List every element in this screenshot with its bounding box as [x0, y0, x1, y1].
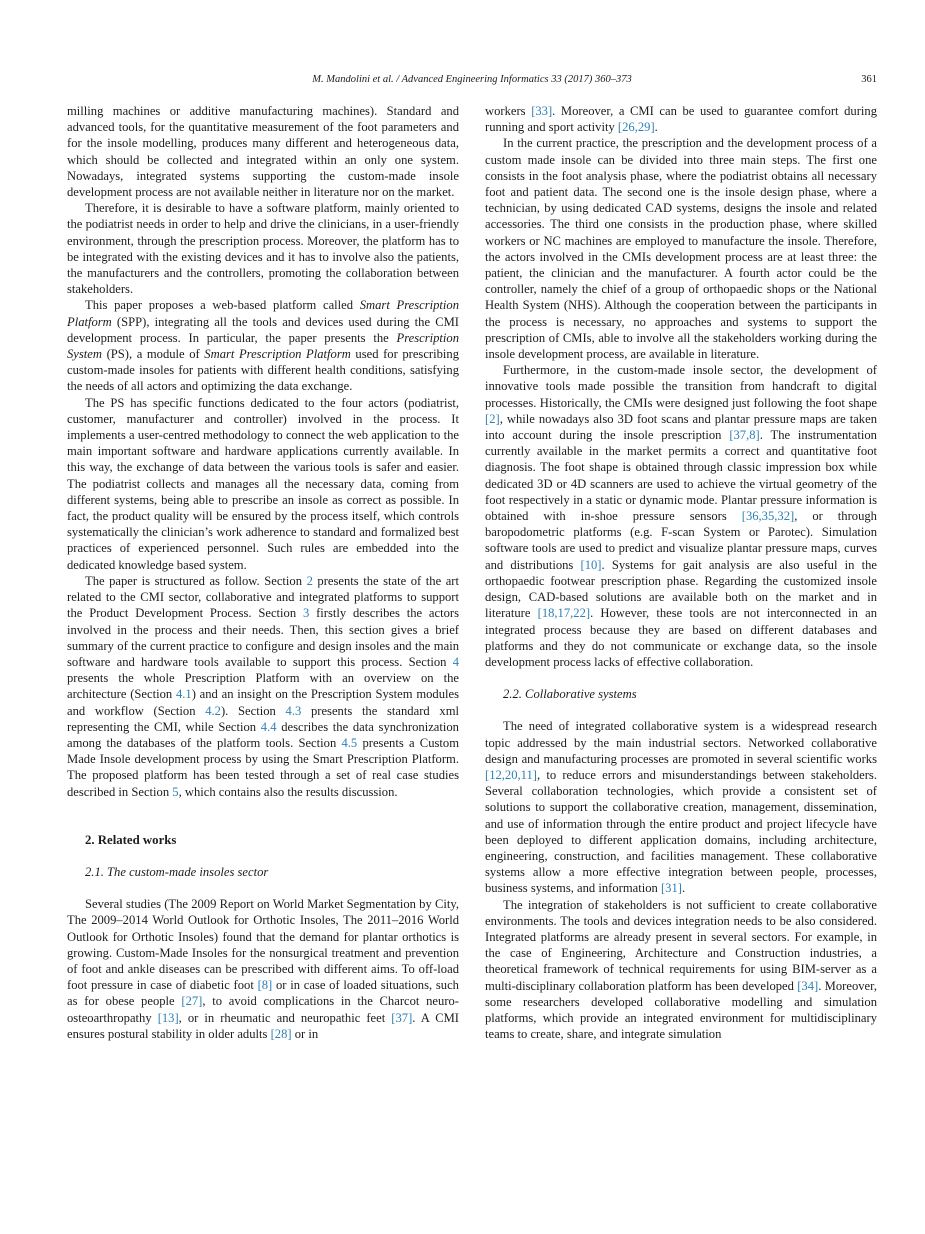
running-header [67, 72, 877, 88]
citation-link[interactable]: [10] [580, 557, 602, 572]
subsection-heading: 2.1. The custom-made insoles sector [85, 864, 269, 879]
subsection-heading: 2.2. Collaborative systems [503, 687, 637, 702]
section-heading: 2. Related works [85, 832, 177, 847]
citation-link[interactable]: [37] [391, 1010, 413, 1025]
paragraph: Therefore, it is desirable to have a software platform, mainly oriented to the podiatrist needs in order to help and drive the clinicians, in a user-friendly environment, through the prescription process. Moreover, the platform has to be integrated with the existing devices and it has to involve also the patients, the manufacturers and the controllers, promoting the collaboration between stakeholders. [67, 201, 459, 297]
citation-link[interactable]: [8] [257, 978, 273, 993]
paragraph: The need of integrated collaborative system is a widespread research topic addressed by the main industrial sectors. Networked collaborative design and manufacturing processes are promoted in several scientific works [12,20,11], to reduce errors and misunderstandings between stakeholders. Several collaboration technologies, which provide a consistent set of solutions to support the collaborative creation, management, dissemination, and use of information through the entire product and project lifecycle have been deployed to different application domains, including architecture, engineering, construction, and facilities management. These collaborative systems allow a more effective integration between people, processes, business systems, and information [31]. [485, 719, 877, 896]
paragraph: The integration of stakeholders is not sufficient to create collaborative environments. The tools and devices integration needs to be also considered. Integrated platforms are already present in several sectors. For example, in the case of Engineering, Architecture and Construction industries, a theoretical framework of technical requirements for using BIM-server as a multi-disciplinary collaboration platform has been developed [34]. Moreover, some researchers developed collaborative modelling and simulation platforms, which provide an integrated environment for multidisciplinary teams to create, share, and integrate simulation [485, 897, 877, 1042]
page-number: 361 [861, 74, 877, 85]
section-link[interactable]: 4.2 [205, 703, 221, 718]
citation-link[interactable]: [2] [485, 411, 500, 426]
citation-link[interactable]: [36,35,32] [741, 509, 795, 524]
paragraph: This paper proposes a web-based platform called Smart Prescription Platform (SPP), integrating all the tools and devices used during the CMI development process. In particular, the paper presents the Prescription System (PS), a module of Smart Prescription Platform used for prescribing custom-made insoles for patients with different health conditions, satisfying the needs of all actors and optimizing the data exchange. [67, 298, 459, 394]
journal-citation: M. Mandolini et al. / Advanced Engineering Informatics 33 (2017) 360–373 [312, 74, 632, 85]
section-link[interactable]: 3 [302, 606, 310, 621]
citation-link[interactable]: [18,17,22] [537, 606, 591, 621]
section-link[interactable]: 5 [172, 784, 179, 799]
paragraph: Several studies (The 2009 Report on World Market Segmentation by City, The 2009–2014 World Outlook for Orthotic Insoles, The 2011–2016 World Outlook for Orthotic Insoles) found that the demand for plantar orthotics is growing. Custom-Made Insoles for the nonsurgical treatment and prevention of foot and ankle diseases can be prescribed with different aims. To off-load foot pressure in case of diabetic foot [8] or in case of loaded situations, such as for obese people [27], to avoid complications in the Charcot neuro-osteoarthropathy [13], or in rheumatic and neuropathic feet [37]. A CMI ensures postural stability in older adults [28] or in [67, 897, 460, 1041]
citation-link[interactable]: [26,29] [617, 120, 655, 135]
section-link[interactable]: 4.1 [175, 687, 192, 702]
left-column [67, 103, 459, 1042]
citation-link[interactable]: [28] [270, 1026, 292, 1041]
paragraph: Furthermore, in the custom-made insole sector, the development of innovative tools made possible the transition from handcraft to digital processes. Historically, the CMIs were designed just following the foot shape [2], while nowadays also 3D foot scans and plantar pressure maps are taken into account during the insole prescription [37,8]. The instrumentation currently available in the market permits a correct and quantitative foot diagnosis. The foot shape is obtained through classic impression box while dedicated 3D or 4D scanners are used to achieve the virtual geometry of the foot respectively in a static or dynamic mode. Plantar pressure information is obtained with in-shoe pressure sensors [36,35,32], or through baropodometric platforms (e.g. F-scan System or Parotec). Simulation software tools are used to predict and visualize plantar pressure maps, curves and distributions [10]. Systems for gait analysis are also useful in the orthopaedic footwear prescription phase. Regarding the customized insole design, CAD-based solutions are available both on the market and in literature [18,17,22]. However, these tools are not interconnected in an integrated process because they are based on different databases and platforms and they do not communicate or exchange data, so the insole development process lacks of effective collaboration. [485, 363, 877, 669]
section-link[interactable]: 4 [452, 654, 459, 669]
citation-link[interactable]: [33] [531, 104, 553, 118]
citation-link[interactable]: [37,8] [729, 428, 760, 443]
paragraph: The PS has specific functions dedicated to the four actors (podiatrist, customer, manufacturer and controller) involved in the process. It implements a user-centred methodology to connect the web application to the main important software and hardware applications currently available. In this way, the exchange of data between the various tools is safer and easier. The podiatrist collects and manages all the necessary data, coming from different systems, being able to prescribe an insole as correct as possible. In fact, the product quality will be ensured by the process itself, which controls systematically the clinician’s work adherence to standard and formalized best practices of experienced personnel. Such rules are embedded into the dedicated knowledge based system. [67, 395, 459, 572]
citation-link[interactable]: [34] [797, 978, 819, 993]
section-link[interactable]: 4.5 [341, 735, 358, 750]
right-column [485, 103, 877, 1042]
paragraph: The paper is structured as follow. Section 2 presents the state of the art related to the CMI sector, collaborative and integrated platforms to support the Product Development Process. Section 3 firstly describes the actors involved in the process and their needs. Then, this section gives a brief summary of the current practice to configure and design insoles and the main software and hardware tools available to support this process. Section 4 presents the whole Prescription Platform with an overview on the architecture (Section 4.1) and an insight on the Prescription System modules and workflow (Section 4.2). Section 4.3 presents the standard xml representing the CMI, while Section 4.4 describes the data synchronization among the databases of the platform tools. Section 4.5 presents a Custom Made Insole development process by using the Smart Prescription Platform. The proposed platform has been tested through a set of real case studies described in Section 5, which contains also the results discussion. [67, 573, 459, 799]
section-link[interactable]: 4.3 [285, 703, 302, 718]
paragraph: milling machines or additive manufacturing machines). Standard and advanced tools, for the quantitative measurement of the foot parameters and for the insole modelling, produces many different and heterogeneous data, which should be collected and integrated within an only one system. Nowadays, integrated systems supporting the custom-made insole development process are not available neither in literature nor on the market. [67, 104, 459, 200]
section-link[interactable]: 4.4 [260, 719, 277, 734]
citation-link[interactable]: [13] [157, 1010, 179, 1025]
citation-link[interactable]: [12,20,11] [485, 767, 537, 782]
paragraph: In the current practice, the prescription and the development process of a custom made insole can be divided into three main steps. The first one consists in the foot analysis phase, where the podiatrist obtains all necessary foot and patient data. The second one is the insole design phase, where a technician, by using dedicated CAD systems, designs the insole and related accessories. The third one consists in the production phase, where skilled workers or NC machines are employed to manufacture the insole. Therefore, the actors involved in the CMIs development process are at least three: the patient, the clinician and the manufacturer. A fourth actor could be the controller, namely the chief of a group of orthopaedic shops or the National Health System (NHS). Although the cooperation between the participants in the process is necessary, no approaches and systems to support the prescription of CMIs, able to involve all the stakeholders working during the insole development process, are available in literature. [485, 136, 877, 362]
paragraph: workers [33]. Moreover, a CMI can be used to guarantee comfort during running and sport activity [26,29]. [485, 104, 878, 135]
citation-link[interactable]: [31] [660, 881, 682, 896]
section-link[interactable]: 2 [306, 573, 313, 588]
citation-link[interactable]: [27] [181, 994, 203, 1009]
